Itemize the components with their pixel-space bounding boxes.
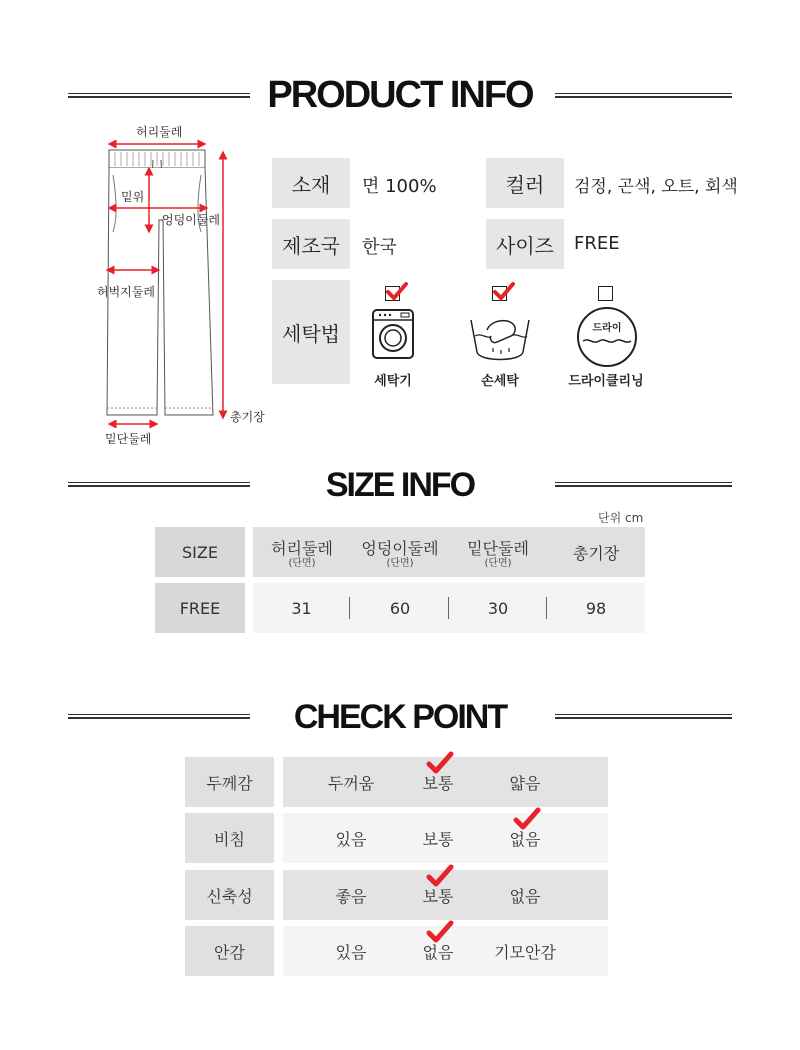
wash-method-machine [343, 282, 443, 394]
material-label: 소재 [272, 158, 350, 208]
check-option[interactable]: 보통 [422, 773, 454, 793]
check-option[interactable]: 있음 [335, 942, 367, 962]
check-option[interactable]: 있음 [335, 829, 367, 849]
header-label: 밑단둘레 [467, 538, 529, 558]
check-label: 두께감 [185, 757, 274, 807]
check-point-title: CHECK POINT [293, 698, 507, 736]
header-hip [351, 527, 449, 577]
checkmark-icon [513, 807, 541, 831]
check-label: 신축성 [185, 870, 274, 920]
check-option[interactable]: 얇음 [509, 773, 541, 793]
check-option[interactable]: 좋음 [335, 886, 367, 906]
cell-divider [349, 597, 350, 619]
origin-label: 제조국 [272, 219, 350, 269]
header-hem [449, 527, 547, 577]
header-size [155, 527, 245, 577]
wash-method-hand [450, 282, 550, 394]
check-option[interactable]: 없음 [509, 829, 541, 849]
check-options-row [283, 870, 608, 920]
row-hem [449, 583, 547, 633]
washing-machine-icon [371, 308, 415, 360]
product-info-title: PRODUCT INFO [267, 74, 533, 116]
check-option[interactable]: 없음 [422, 942, 454, 962]
header-sub: (단면) [386, 557, 414, 569]
hand-wash-icon [467, 316, 533, 368]
size-table-row [155, 583, 645, 633]
origin-value: 한국 [362, 237, 397, 258]
checkmark-icon [426, 751, 454, 775]
label-length: 총기장 [230, 410, 265, 424]
cell-value: 60 [389, 598, 411, 618]
size-info-title: SIZE INFO [325, 466, 475, 504]
checkmark-icon [426, 864, 454, 888]
dry-clean-checkbox[interactable] [598, 286, 613, 301]
header-sub: (단면) [484, 557, 512, 569]
check-label: 비침 [185, 813, 274, 863]
check-options-row [283, 926, 608, 976]
label-thigh: 허벅지둘레 [97, 285, 155, 299]
divider-right [555, 714, 732, 719]
row-size [155, 583, 245, 633]
check-option[interactable]: 보통 [422, 886, 454, 906]
color-value: 검정, 곤색, 오트, 회색 [574, 177, 738, 197]
check-options-row [283, 757, 608, 807]
checkmark-icon [426, 920, 454, 944]
wash-machine-label: 세탁기 [374, 374, 412, 389]
checkmark-icon [493, 282, 515, 302]
size-label: 사이즈 [486, 219, 564, 269]
check-option[interactable]: 없음 [509, 886, 541, 906]
dry-clean-label: 드라이클리닝 [568, 374, 644, 389]
check-label: 안감 [185, 926, 274, 976]
material-value: 면 100% [362, 176, 437, 197]
size-table-header [155, 527, 645, 577]
label-hem: 밑단둘레 [105, 432, 152, 446]
size-unit: 단위 cm [598, 511, 644, 525]
wash-label: 세탁법 [272, 280, 350, 384]
header-label: 허리둘레 [271, 538, 333, 558]
row-waist [253, 583, 351, 633]
label-hip: 엉덩이둘레 [162, 213, 220, 227]
dry-clean-icon [577, 307, 637, 367]
check-option[interactable]: 기모안감 [494, 942, 556, 962]
header-label: 엉덩이둘레 [361, 538, 439, 558]
row-hip [351, 583, 449, 633]
cell-value: 30 [487, 598, 509, 618]
header-sub: (단면) [288, 557, 316, 569]
divider-right [555, 482, 732, 487]
cell-value: 31 [291, 598, 312, 618]
cell-value: 98 [585, 598, 607, 618]
size-value: FREE [574, 233, 620, 254]
color-label: 컬러 [486, 158, 564, 208]
check-option[interactable]: 보통 [422, 829, 454, 849]
label-rise: 밑위 [121, 190, 145, 204]
hand-wash-label: 손세탁 [481, 374, 519, 389]
header-label: 총기장 [572, 543, 620, 563]
row-length [547, 583, 645, 633]
label-waist: 허리둘레 [136, 125, 183, 139]
header-length [547, 527, 645, 577]
header-label: SIZE [182, 542, 218, 562]
check-options-row [283, 813, 608, 863]
dry-clean-icon-text: 드라이 [592, 323, 622, 334]
checkmark-icon [386, 282, 408, 302]
divider-right [555, 93, 732, 98]
check-option[interactable]: 두꺼움 [327, 773, 375, 793]
size-value: FREE [179, 598, 221, 618]
wash-method-dry [556, 282, 656, 394]
header-waist [253, 527, 351, 577]
